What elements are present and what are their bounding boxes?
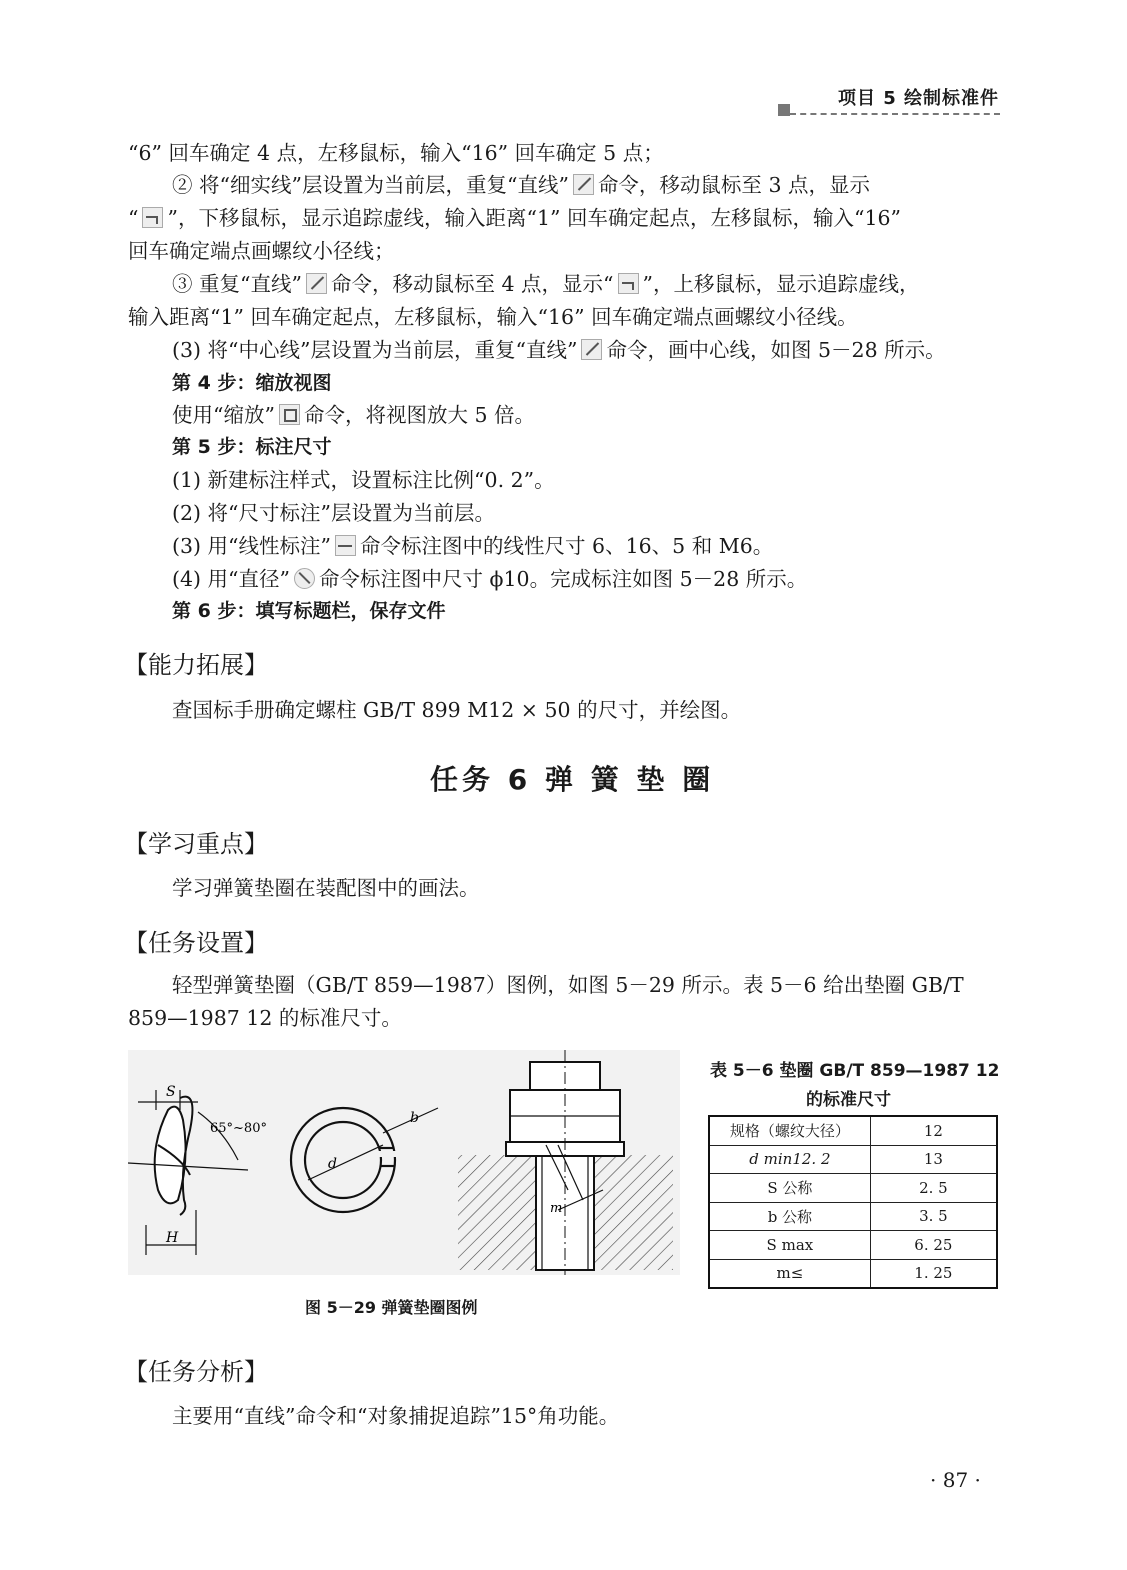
table-cell-value: 12 xyxy=(870,1116,997,1145)
spring-washer-figure xyxy=(128,1050,680,1275)
section-ability: 【能力拓展】 xyxy=(124,651,268,679)
body-line-4: 回车确定端点画螺纹小径线； xyxy=(128,239,395,263)
setup-text-1: 轻型弹簧垫圈（GB/T 859—1987）图例，如图 5－29 所示。表 5－6 给出垫圈 GB/T xyxy=(172,973,964,997)
tracking-icon xyxy=(142,207,163,228)
analysis-text: 主要用“直线”命令和“对象捕捉追踪”15°角功能。 xyxy=(172,1404,620,1428)
table-cell-value: 1. 25 xyxy=(870,1259,997,1288)
linear-dimension-icon xyxy=(335,535,356,556)
line-command-icon xyxy=(581,339,602,360)
header-dashed-rule xyxy=(790,113,1000,115)
body-line-10: (2) 将“尺寸标注”层设置为当前层。 xyxy=(172,501,496,525)
body-line-1: “6” 回车确定 4 点，左移鼠标，输入“16” 回车确定 5 点； xyxy=(128,141,664,165)
section-setup: 【任务设置】 xyxy=(124,929,268,957)
header-marker xyxy=(778,104,790,116)
table-caption-line-1: 表 5－6 垫圈 GB/T 859—1987 12 xyxy=(710,1061,1000,1081)
step-6-heading: 第 6 步：填写标题栏，保存文件 xyxy=(172,600,446,622)
label-m: m xyxy=(550,1201,563,1216)
diameter-icon xyxy=(294,568,315,589)
section-analysis: 【任务分析】 xyxy=(124,1358,268,1386)
table-caption-line-2: 的标准尺寸 xyxy=(806,1090,891,1110)
body-line-6: 输入距离“1” 回车确定起点，左移鼠标，输入“16” 回车确定端点画螺纹小径线。 xyxy=(128,305,858,329)
body-line-3: “ ”，下移鼠标，显示追踪虚线，输入距离“1” 回车确定起点，左移鼠标，输入“16” xyxy=(128,206,902,230)
step-4-heading: 第 4 步：缩放视图 xyxy=(172,372,332,394)
table-row xyxy=(709,1231,997,1260)
step-5-heading: 第 5 步：标注尺寸 xyxy=(172,436,332,458)
body-line-5: ③ 重复“直线” 命令，移动鼠标至 4 点，显示“ ”，上移鼠标，显示追踪虚线， xyxy=(172,272,920,296)
label-d: d xyxy=(328,1156,337,1172)
table-cell-value: 6. 25 xyxy=(870,1231,997,1260)
table-cell-name: S 公称 xyxy=(709,1174,870,1203)
label-angle: 65°~80° xyxy=(210,1121,267,1136)
table-cell-name: 规格（螺纹大径） xyxy=(709,1116,870,1145)
body-line-7: (3) 将“中心线”层设置为当前层，重复“直线” 命令，画中心线，如图 5－28 所示。 xyxy=(172,338,946,362)
line-command-icon xyxy=(306,273,327,294)
figure-caption: 图 5－29 弹簧垫圈图例 xyxy=(305,1298,478,1317)
setup-text-2: 859—1987 12 的标准尺寸。 xyxy=(128,1006,402,1030)
table-row xyxy=(709,1202,997,1231)
table-row xyxy=(709,1259,997,1288)
tracking-icon xyxy=(618,273,639,294)
page-number: · 87 · xyxy=(930,1468,981,1492)
ability-text: 查国标手册确定螺柱 GB/T 899 M12 × 50 的尺寸，并绘图。 xyxy=(172,698,742,722)
table-cell-value: 3. 5 xyxy=(870,1202,997,1231)
body-line-11: (3) 用“线性标注” 命令标注图中的线性尺寸 6、16、5 和 M6。 xyxy=(172,534,774,558)
table-row xyxy=(709,1116,997,1145)
body-line-2: ② 将“细实线”层设置为当前层，重复“直线” 命令，移动鼠标至 3 点，显示 xyxy=(172,173,871,197)
table-cell-name: S max xyxy=(709,1231,870,1260)
label-s: S xyxy=(166,1084,176,1100)
zoom-icon xyxy=(279,404,300,425)
table-row xyxy=(709,1174,997,1203)
table-cell-value: 13 xyxy=(870,1145,997,1174)
body-line-9: (1) 新建标注样式，设置标注比例“0. 2”。 xyxy=(172,468,555,492)
label-b: b xyxy=(410,1110,419,1126)
task-title: 任务 6 弹 簧 垫 圈 xyxy=(430,763,715,796)
body-line-8: 使用“缩放” 命令，将视图放大 5 倍。 xyxy=(172,403,536,427)
section-focus: 【学习重点】 xyxy=(124,830,268,858)
table-cell-name: d min12. 2 xyxy=(709,1145,870,1174)
table-row xyxy=(709,1145,997,1174)
table-cell-value: 2. 5 xyxy=(870,1174,997,1203)
table-cell-name: m≤ xyxy=(709,1259,870,1288)
line-command-icon xyxy=(573,174,594,195)
table-cell-name: b 公称 xyxy=(709,1202,870,1231)
running-header: 项目 5 绘制标准件 xyxy=(838,88,1000,109)
label-h: H xyxy=(166,1230,179,1246)
standard-size-table xyxy=(708,1115,998,1289)
body-line-12: (4) 用“直径” 命令标注图中尺寸 ϕ10。完成标注如图 5－28 所示。 xyxy=(172,567,808,591)
focus-text: 学习弹簧垫圈在装配图中的画法。 xyxy=(172,876,480,900)
